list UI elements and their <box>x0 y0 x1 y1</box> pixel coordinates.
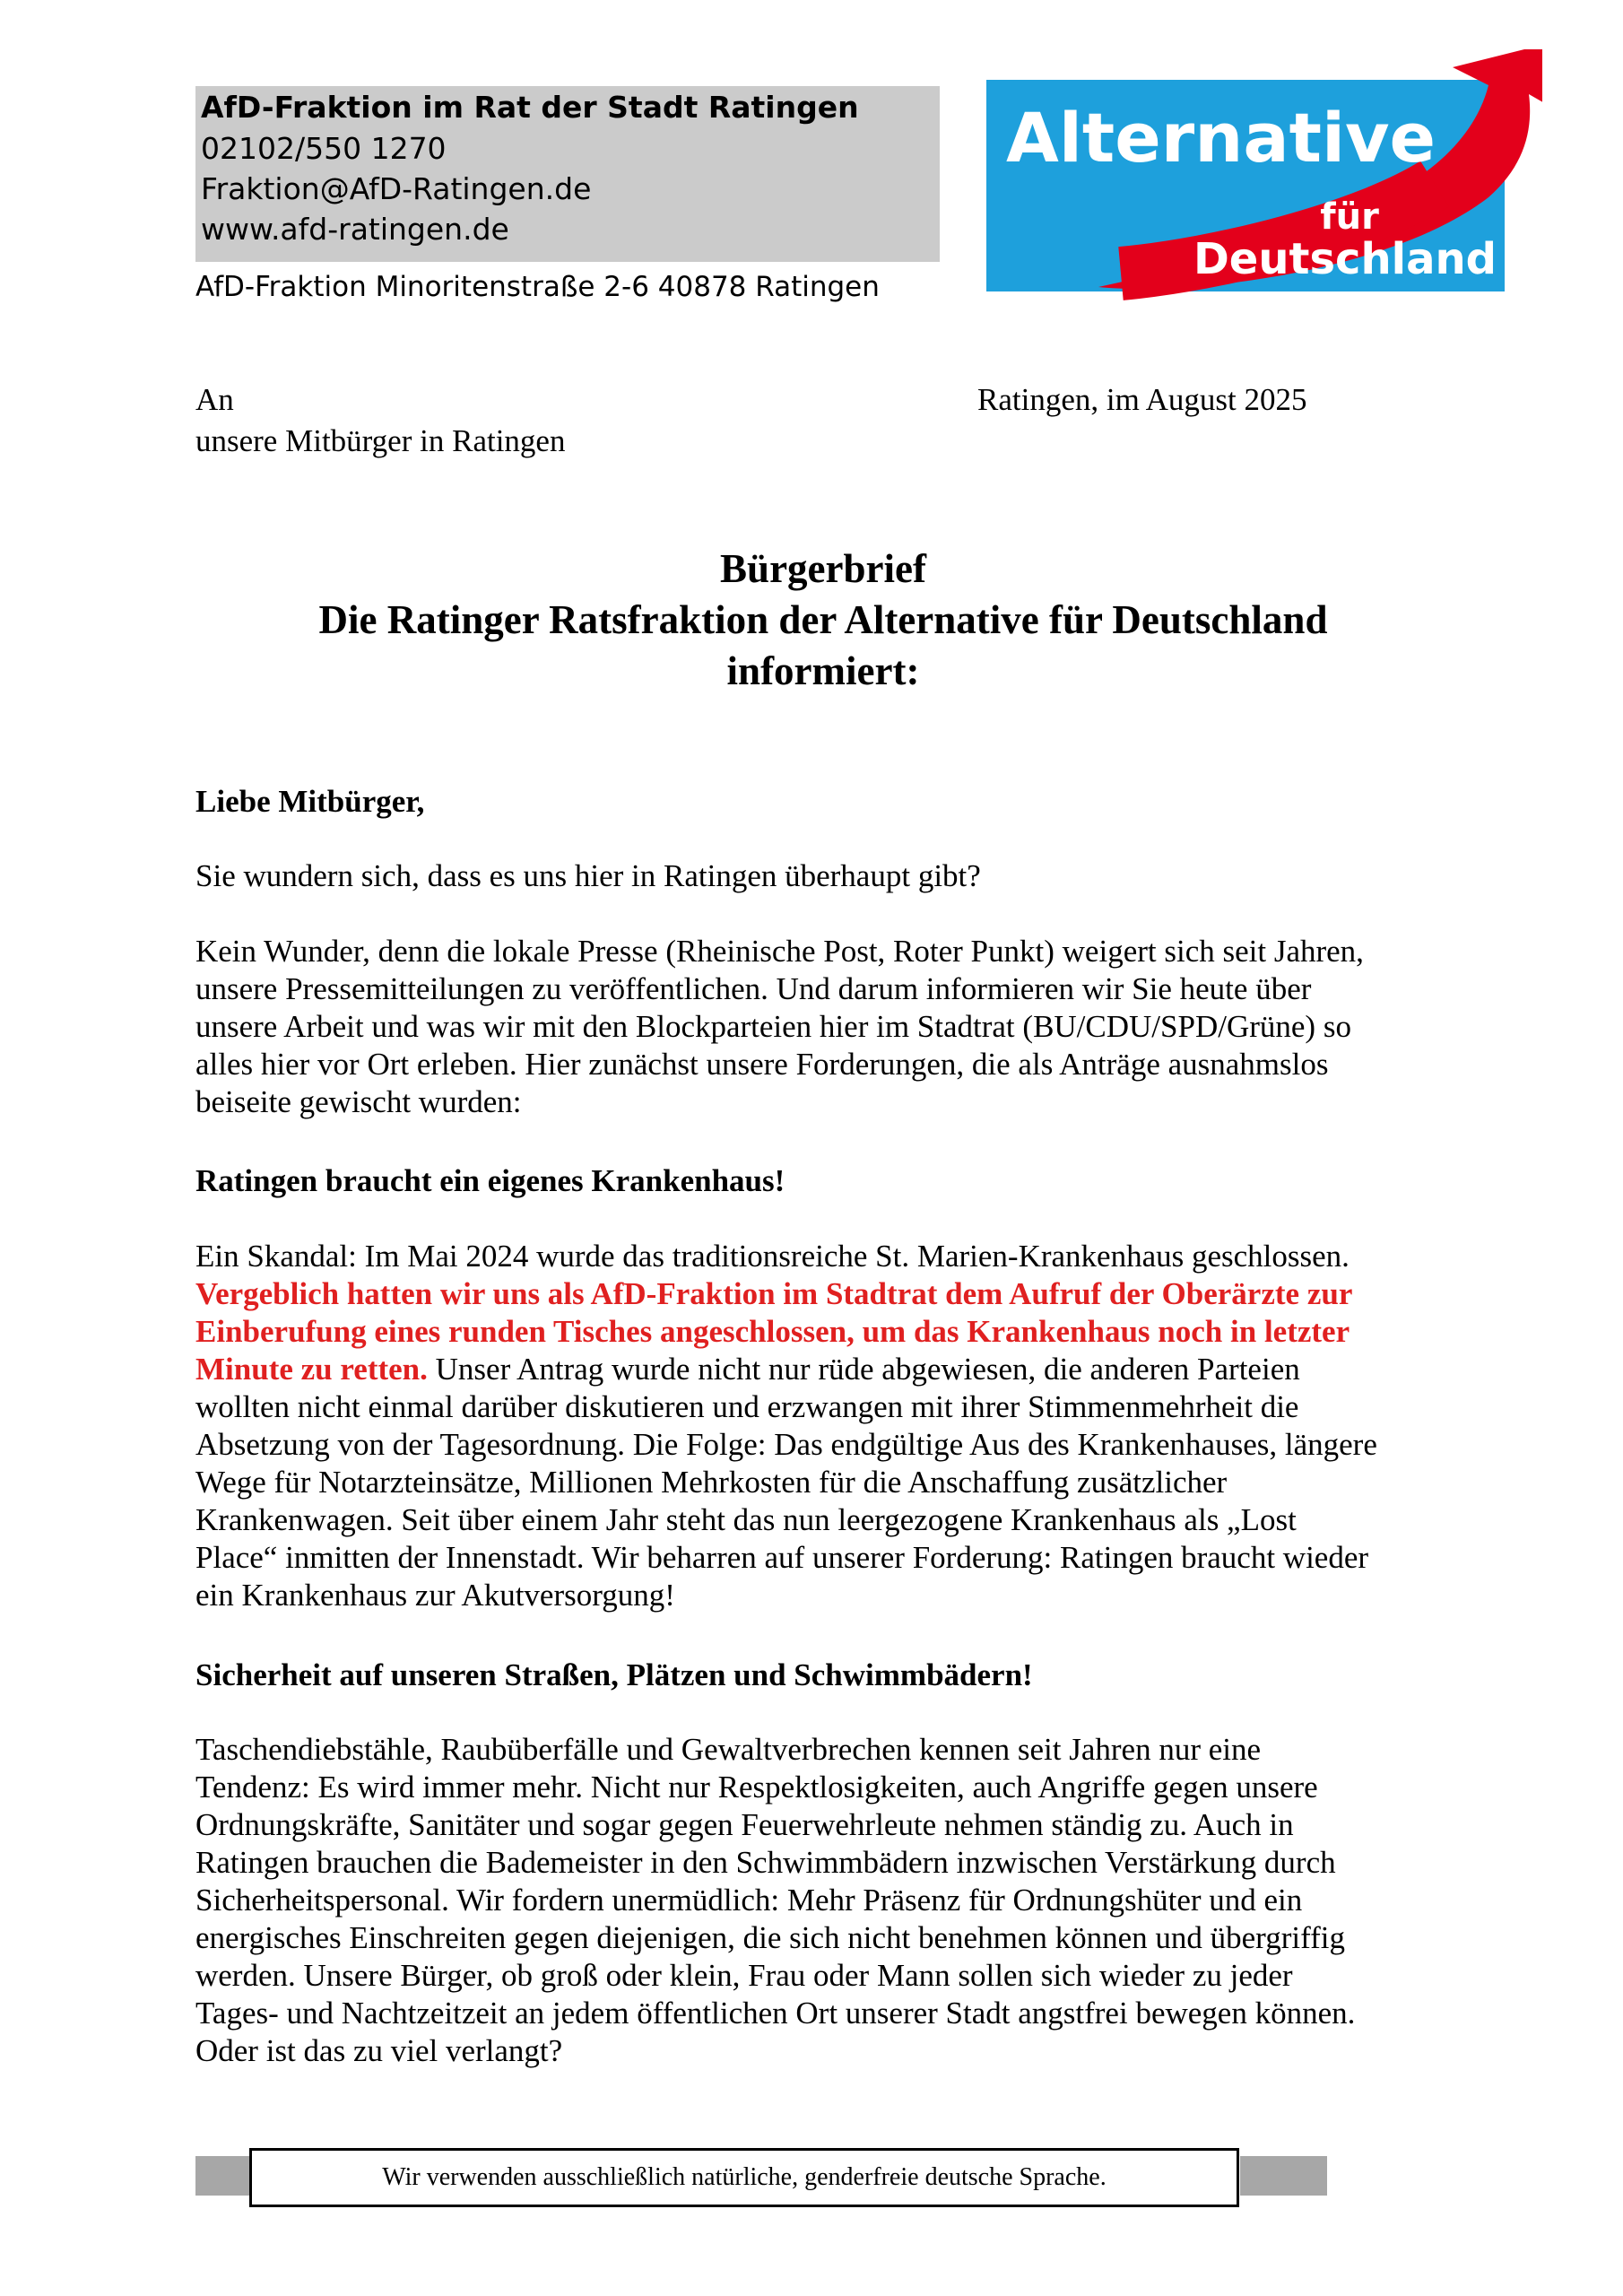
faction-name: AfD-Fraktion im Rat der Stadt Ratingen <box>201 90 859 125</box>
paragraph-line: beiseite gewischt wurden: <box>195 1084 522 1119</box>
footer-text: Wir verwenden ausschließlich natürliche, genderfreie deutsche Sprache. <box>382 2163 1107 2191</box>
paragraph-line: Place“ inmitten der Innenstadt. Wir beharren auf unserer Forderung: Ratingen braucht wieder <box>195 1540 1369 1575</box>
paragraph-line: Sicherheitspersonal. Wir fordern unermüdlich: Mehr Präsenz für Ordnungshüter und ein <box>195 1883 1303 1918</box>
paragraph-line: ein Krankenhaus zur Akutversorgung! <box>195 1578 675 1613</box>
paragraph-line: Ein Skandal: Im Mai 2024 wurde das traditionsreiche St. Marien-Krankenhaus geschlossen. <box>195 1239 1350 1274</box>
email-address[interactable]: Fraktion@AfD-Ratingen.de <box>201 171 592 206</box>
logo-word-alternative: Alternative <box>1006 98 1436 178</box>
heading-security: Sicherheit auf unseren Straßen, Plätzen und Schwimmbädern! <box>195 1657 1033 1692</box>
paragraph-line-continuation: Unser Antrag wurde nicht nur rüde abgewiesen, die anderen Parteien <box>427 1352 1300 1387</box>
title-line-1: Bürgerbrief <box>720 546 926 591</box>
paragraph-line: Kein Wunder, denn die lokale Presse (Rheinische Post, Roter Punkt) weigert sich seit Jahren, <box>195 934 1364 969</box>
logo-word-deutschland: Deutschland <box>1193 234 1497 284</box>
paragraph-line: wollten nicht einmal darüber diskutieren und erzwangen mit ihrer Stimmenmehrheit die <box>195 1389 1299 1424</box>
paragraph-line: energisches Einschreiten gegen diejenigen, die sich nicht benehmen können und übergriffig <box>195 1920 1345 1955</box>
paragraph-line: unsere Pressemitteilungen zu veröffentlichen. Und darum informieren wir Sie heute über <box>195 971 1312 1006</box>
letter-date: Ratingen, im August 2025 <box>977 382 1307 417</box>
paragraph-press <box>195 933 1451 1121</box>
paragraph-security <box>195 1731 1451 2070</box>
highlight-line: Einberufung eines runden Tisches angeschlossen, um das Krankenhaus noch in letzter <box>195 1314 1350 1349</box>
paragraph-line: Taschendiebstähle, Raubüberfälle und Gewaltverbrechen kennen seit Jahren nur eine <box>195 1732 1262 1767</box>
paragraph-line: werden. Unsere Bürger, ob groß oder klein, Frau oder Mann sollen sich wieder zu jeder <box>195 1958 1293 1993</box>
page-title <box>195 544 1451 697</box>
salutation: Liebe Mitbürger, <box>195 784 425 819</box>
paragraph-line: Krankenwagen. Seit über einem Jahr steht das nun leergezogene Krankenhaus als „Lost <box>195 1502 1297 1537</box>
highlight-line: Minute zu retten. <box>195 1352 428 1387</box>
paragraph-line: Absetzung von der Tagesordnung. Die Folge: Das endgültige Aus des Krankenhauses, längere <box>195 1427 1377 1462</box>
paragraph-line: Wege für Notarzteinsätze, Millionen Mehrkosten für die Anschaffung zusätzlicher <box>195 1465 1228 1500</box>
letterhead-contact-box <box>195 86 940 262</box>
title-line-2: Die Ratinger Ratsfraktion der Alternative für Deutschland <box>318 597 1328 642</box>
website-link[interactable]: www.afd-ratingen.de <box>201 212 509 247</box>
recipient-line-2: unsere Mitbürger in Ratingen <box>195 423 566 458</box>
logo-word-fuer: für <box>1320 196 1379 238</box>
footer-note <box>249 2148 1239 2207</box>
intro-sentence: Sie wundern sich, dass es uns hier in Ratingen überhaupt gibt? <box>195 858 981 893</box>
paragraph-hospital <box>195 1238 1451 1614</box>
heading-hospital: Ratingen braucht ein eigenes Krankenhaus! <box>195 1163 785 1198</box>
paragraph-line: Ratingen brauchen die Bademeister in den Schwimmbädern inzwischen Verstärkung durch <box>195 1845 1336 1880</box>
paragraph-line: Oder ist das zu viel verlangt? <box>195 2033 563 2068</box>
highlight-line: Vergeblich hatten wir uns als AfD-Fraktion im Stadtrat dem Aufruf der Oberärzte zur <box>195 1276 1353 1311</box>
afd-logo <box>986 49 1542 309</box>
phone-number: 02102/550 1270 <box>201 131 447 166</box>
paragraph-line: alles hier vor Ort erleben. Hier zunächst unsere Forderungen, die als Anträge ausnahmslos <box>195 1047 1329 1082</box>
recipient-line-1: An <box>195 382 234 417</box>
paragraph-line: Ordnungskräfte, Sanitäter und sogar gegen Feuerwehrleute nehmen ständig zu. Auch in <box>195 1807 1294 1842</box>
sender-address: AfD-Fraktion Minoritenstraße 2-6 40878 Ratingen <box>195 271 880 303</box>
paragraph-line: unsere Arbeit und was wir mit den Blockparteien hier im Stadtrat (BU/CDU/SPD/Grüne) so <box>195 1009 1351 1044</box>
footer-bar-right <box>1240 2156 1327 2196</box>
paragraph-line: Tages- und Nachtzeitzeit an jedem öffentlichen Ort unserer Stadt angstfrei bewegen können. <box>195 1996 1356 2031</box>
paragraph-line: Tendenz: Es wird immer mehr. Nicht nur Respektlosigkeiten, auch Angriffe gegen unsere <box>195 1770 1318 1805</box>
title-line-3: informiert: <box>726 648 920 693</box>
footer-bar-left <box>195 2156 251 2196</box>
